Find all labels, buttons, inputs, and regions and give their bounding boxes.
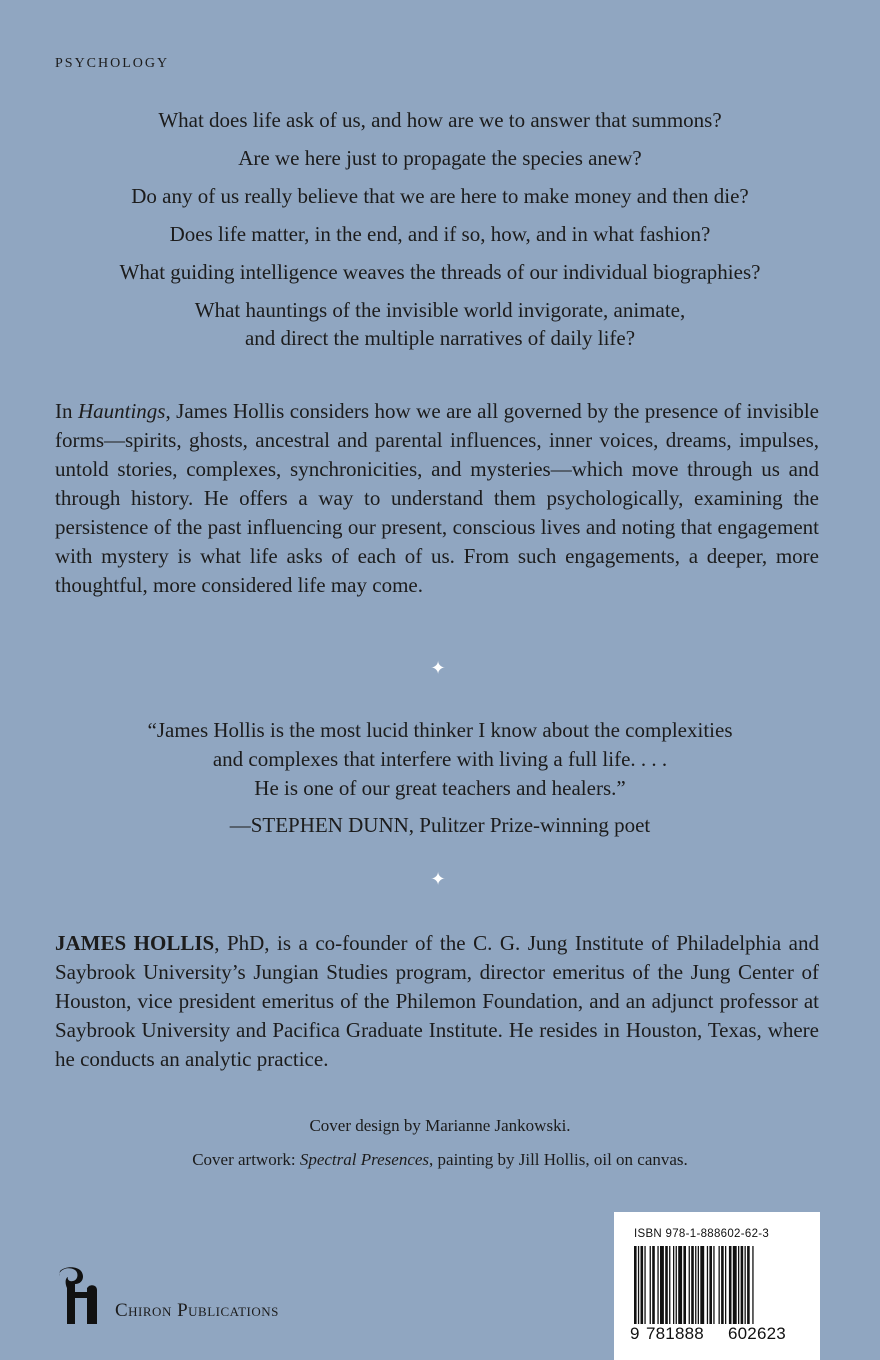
quote-attribution: —STEPHEN DUNN, Pulitzer Prize-winning poet (229, 813, 651, 837)
question: What guiding intelligence weaves the threads of our individual biographies? (119, 260, 761, 284)
author-name: JAMES HOLLIS (55, 931, 215, 955)
question: Are we here just to propagate the species anew? (238, 146, 642, 170)
barcode-bar (707, 1246, 708, 1324)
design-credit: Cover design by Marianne Jankowski. (309, 1116, 571, 1135)
barcode-bar (721, 1246, 724, 1324)
barcode-bar (660, 1246, 664, 1324)
category-label: PSYCHOLOGY (55, 56, 170, 71)
question-line: and direct the multiple narratives of daily life? (244, 326, 636, 350)
barcode-bar (713, 1246, 714, 1324)
barcode-bar (673, 1246, 674, 1324)
barcode-bar (733, 1246, 737, 1324)
barcode-bar (638, 1246, 639, 1324)
blurb-prefix: In (55, 399, 78, 423)
barcode-bar (676, 1246, 677, 1324)
barcode-bar (657, 1246, 658, 1324)
barcode-bar (738, 1246, 739, 1324)
barcode-bar (747, 1246, 750, 1324)
question: Do any of us really believe that we are here to make money and then die? (131, 184, 749, 208)
barcode-bar (691, 1246, 694, 1324)
barcode-bar (665, 1246, 668, 1324)
question (40, 296, 840, 352)
barcode-bar (669, 1246, 670, 1324)
description-paragraph (55, 397, 819, 600)
barcode-bar (678, 1246, 682, 1324)
barcode-icon (632, 1246, 806, 1326)
artwork-credit (40, 1148, 840, 1172)
cover-credits (40, 1114, 840, 1182)
barcode-bar (652, 1246, 655, 1324)
ean-group-left: 781888 (646, 1324, 704, 1343)
bio-text: , PhD, is a co-founder of the C. G. Jung Institute of Philadelphia and Saybrook University’s Jungian Studies program, director emeritus of the Jung Center of Houston, vice president emeritus of the Philemon Foundation, and an adjunct professor at Saybrook University and Pacifica Graduate Institute. He resides in Houston, Texas, where he conducts an analytic practice. (55, 931, 819, 1071)
endorsement-quote (40, 716, 840, 840)
blurb-body: , James Hollis considers how we are all governed by the presence of invisible forms—spirits, ghosts, ancestral and parental influences, inner voices, dreams, impulses, untold stories, complexes, synchronicities, and mysteries—which move through us and through history. He offers a way to understand them psychologically, examining the persistence of the past influencing our present, conscious lives and noting that engagement with mystery is what life asks of each of us. From such engagements, a deeper, more thoughtful, more considered life may come. (55, 399, 819, 597)
questions-block (40, 106, 840, 352)
barcode-bar (683, 1246, 686, 1324)
barcode-bar (725, 1246, 726, 1324)
ean-group-right: 602623 (728, 1324, 786, 1343)
question-line: What hauntings of the invisible world invigorate, animate, (194, 298, 686, 322)
barcode-bar (745, 1246, 746, 1324)
barcode-bar (650, 1246, 651, 1324)
quote-line: “James Hollis is the most lucid thinker I know about the complexities (147, 718, 733, 742)
barcode-bar (709, 1246, 712, 1324)
barcode-bar (644, 1246, 645, 1324)
barcode-bar (634, 1246, 637, 1324)
barcode-bar (695, 1246, 696, 1324)
barcode-bar (641, 1246, 644, 1324)
quote-line: and complexes that interfere with living a full life. . . . (212, 747, 668, 771)
barcode-bar (719, 1246, 720, 1324)
quote-line: He is one of our great teachers and healers.” (254, 776, 626, 800)
chiron-logo-icon (55, 1266, 103, 1326)
publisher-name: Chiron Publications (115, 1300, 279, 1321)
artwork-suffix: , painting by Jill Hollis, oil on canvas. (429, 1150, 688, 1169)
isbn-label: ISBN 978-1-888602-62-3 (634, 1228, 770, 1240)
barcode-bar (741, 1246, 744, 1324)
question: What does life ask of us, and how are we to answer that summons? (158, 108, 722, 132)
artwork-prefix: Cover artwork: (192, 1150, 300, 1169)
barcode-panel (614, 1212, 820, 1360)
barcode-bar (752, 1246, 753, 1324)
ean-first-digit: 9 (630, 1324, 640, 1343)
barcode-bar (698, 1246, 699, 1324)
barcode-bar (700, 1246, 704, 1324)
barcode-bar (729, 1246, 732, 1324)
barcode-bar (689, 1246, 690, 1324)
sparkle-separator-icon: ✦ (430, 869, 446, 889)
author-bio (55, 929, 819, 1074)
question: Does life matter, in the end, and if so, how, and in what fashion? (169, 222, 711, 246)
sparkle-separator-icon: ✦ (430, 658, 446, 678)
artwork-title: Spectral Presences (299, 1150, 430, 1169)
book-title: Hauntings (77, 399, 166, 423)
